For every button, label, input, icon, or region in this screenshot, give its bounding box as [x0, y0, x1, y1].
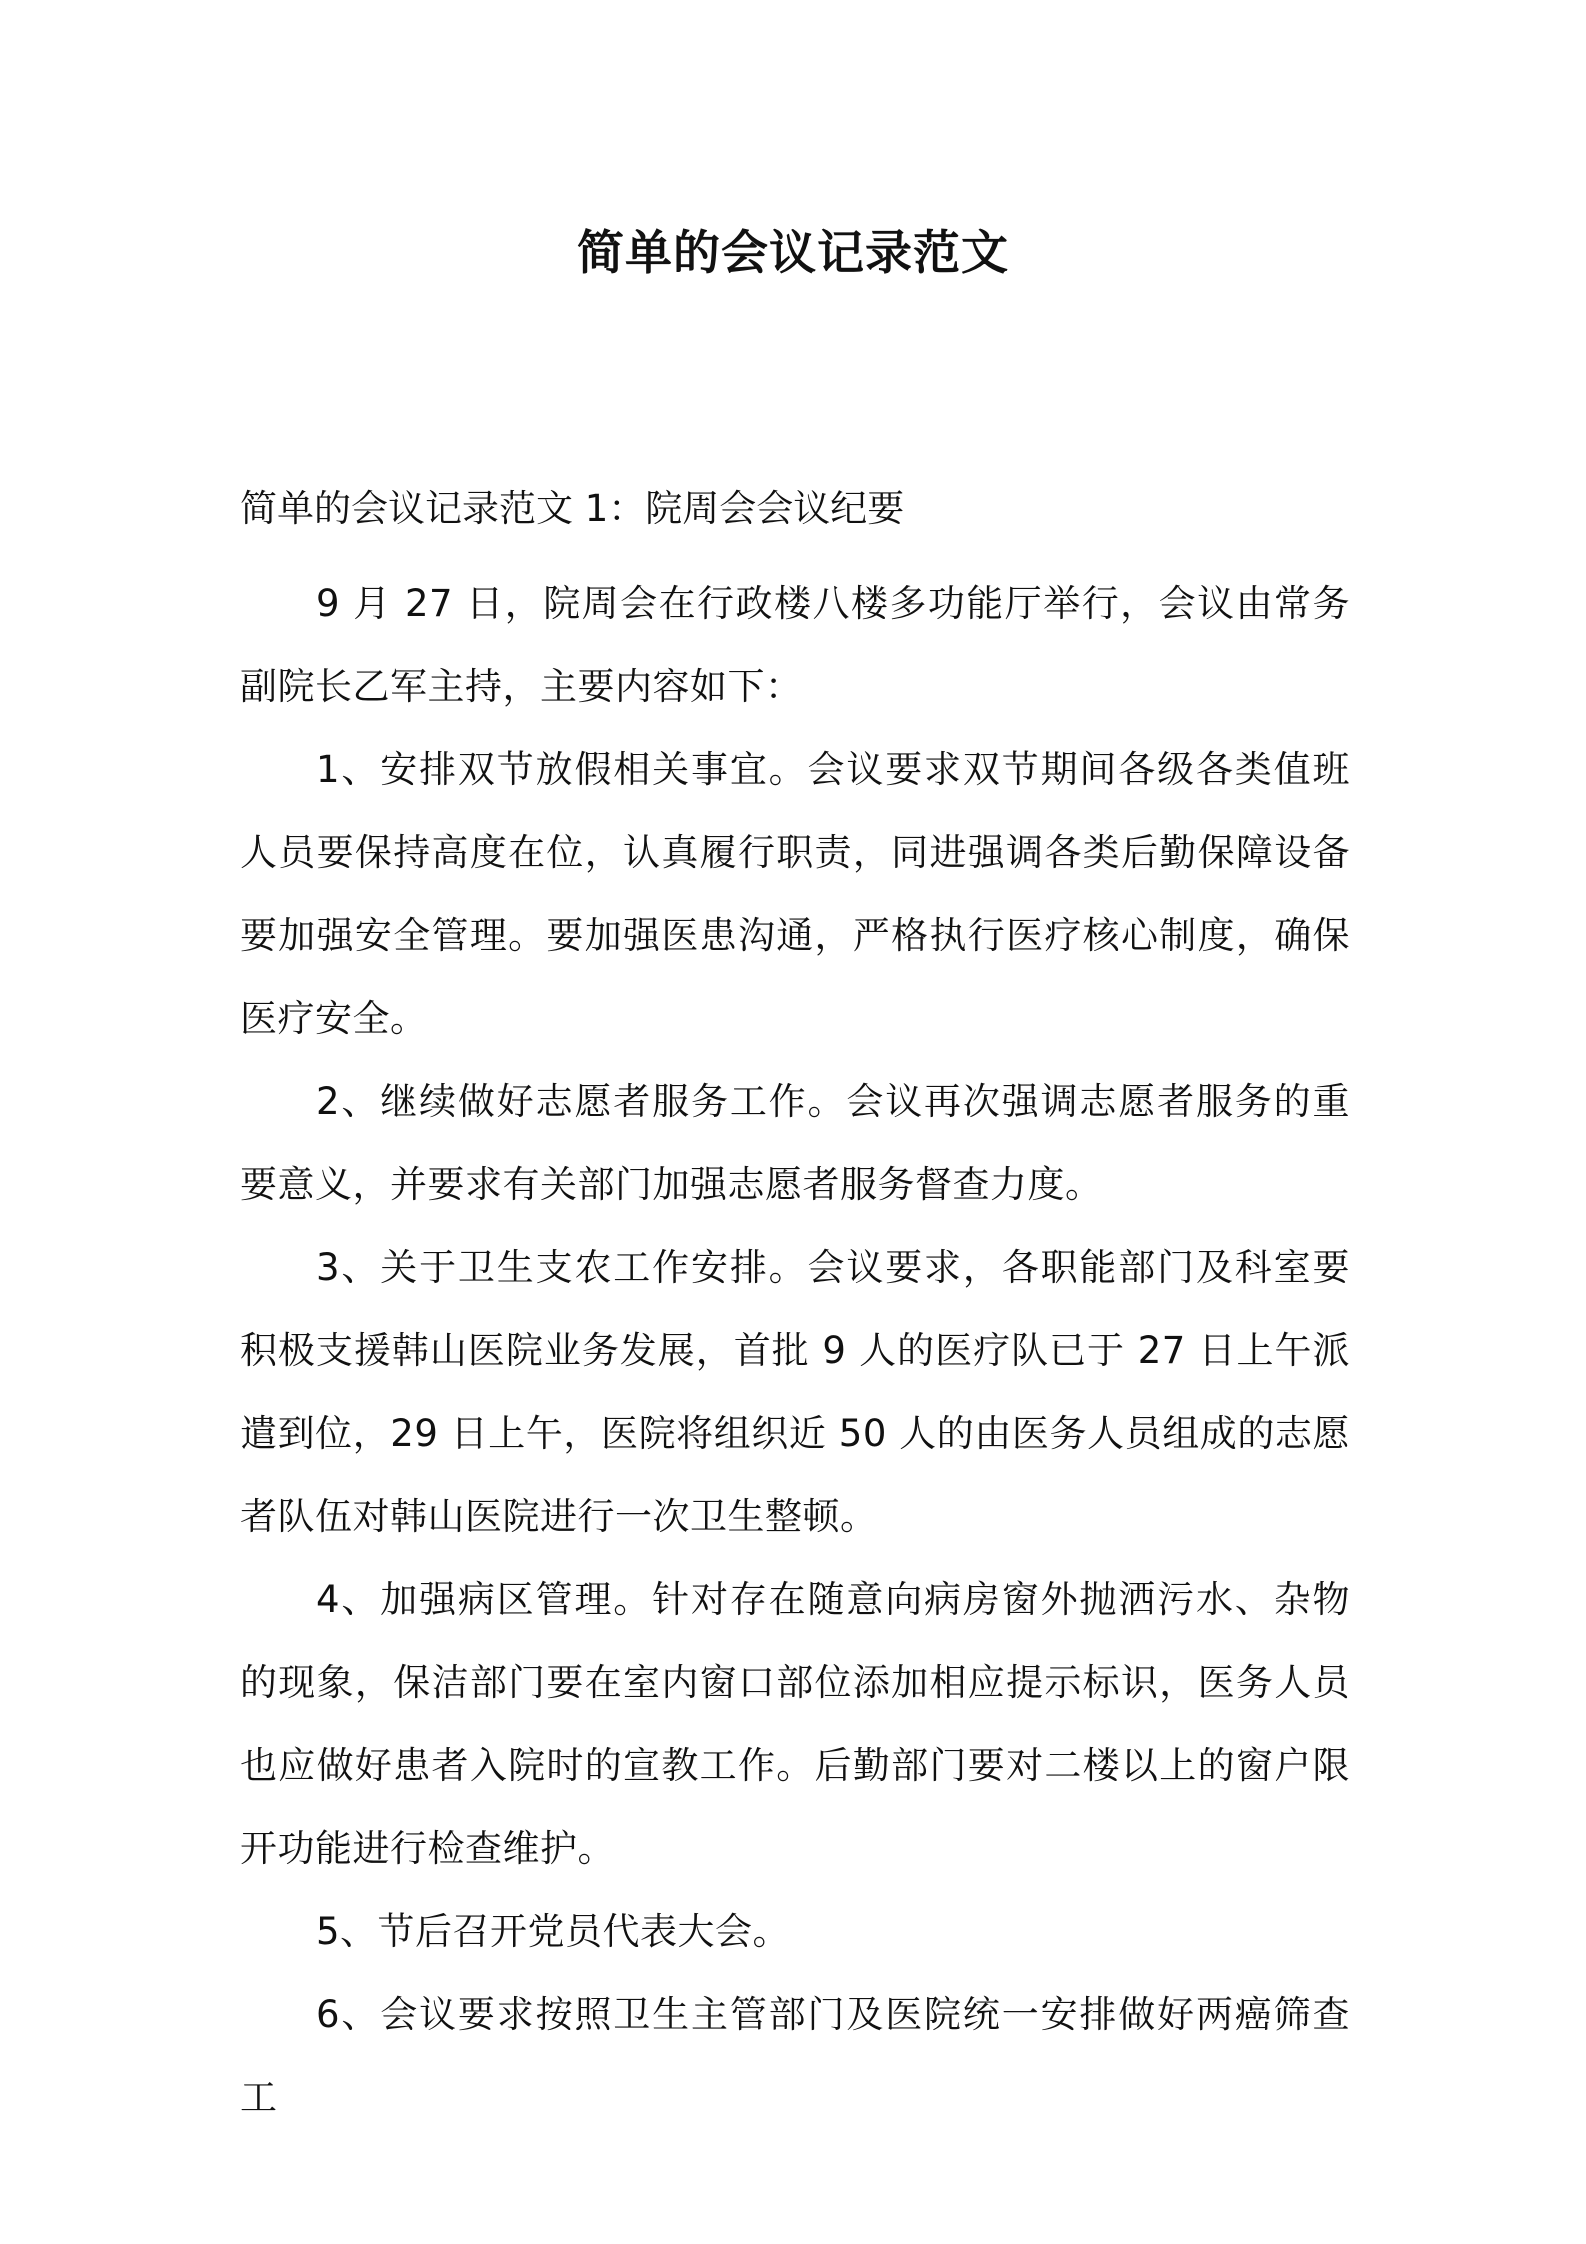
- section-heading: 简单的会议记录范文 1：院周会会议纪要: [240, 487, 905, 530]
- list-item: 6、会议要求按照卫生主管部门及医院统一安排做好两癌筛查工: [240, 1993, 1350, 2119]
- list-item: 5、节后召开党员代表大会。: [316, 1910, 791, 1953]
- list-item: 3、关于卫生支农工作安排。会议要求，各职能部门及科室要积极支援韩山医院业务发展，首批 9 人的医疗队已于 27 日上午派遣到位，29 日上午，医院将组织近 50 人的由医务人员组成的志愿者队伍对韩山医院进行一次卫生整顿。: [240, 1246, 1350, 1538]
- list-item: 4、加强病区管理。针对存在随意向病房窗外抛洒污水、杂物的现象，保洁部门要在室内窗口部位添加相应提示标识，医务人员也应做好患者入院时的宣教工作。后勤部门要对二楼以上的窗户限开功能进行检查维护。: [240, 1578, 1350, 1870]
- list-item: 2、继续做好志愿者服务工作。会议再次强调志愿者服务的重要意义，并要求有关部门加强志愿者服务督查力度。: [240, 1080, 1350, 1206]
- document-title: 简单的会议记录范文: [577, 226, 1009, 281]
- document-body: [240, 478, 1350, 2139]
- list-item: 1、安排双节放假相关事宜。会议要求双节期间各级各类值班人员要保持高度在位，认真履行职责，同进强调各类后勤保障设备要加强安全管理。要加强医患沟通，严格执行医疗核心制度，确保医疗安全。: [240, 748, 1350, 1040]
- intro-paragraph: 9 月 27 日，院周会在行政楼八楼多功能厅举行，会议由常务副院长乙军主持，主要内容如下：: [240, 582, 1350, 708]
